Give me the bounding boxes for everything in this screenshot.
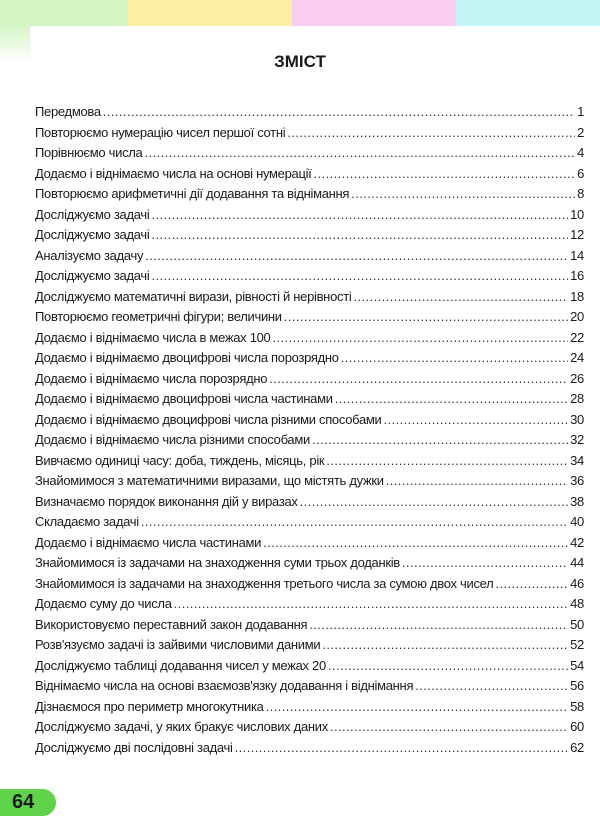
toc-entry-page: 2 [577, 124, 584, 140]
toc-entry-label: Визначаємо порядок виконання дій у виразах [35, 493, 298, 509]
toc-entry-label: Досліджуємо задачі, у яких бракує числових даних [35, 719, 328, 734]
toc-entry-label: Аналізуємо задачу [35, 247, 144, 263]
toc-entry-page: 32 [570, 432, 584, 447]
toc-entry-label: Додаємо і віднімаємо числа в межах 100 [35, 329, 271, 345]
toc-entry-page: 1 [577, 104, 584, 119]
leader-dots [151, 225, 568, 246]
toc-entry-label: Вивчаємо одиниці часу: доба, тиждень, місяць, рік [35, 452, 325, 468]
toc-entry-page: 28 [570, 391, 584, 406]
leader-dots [314, 164, 576, 185]
toc-entry-label: Додаємо і віднімаємо числа різними способами [35, 432, 310, 447]
leader-dots [235, 738, 569, 759]
toc-entry-label: Додаємо і віднімаємо двоцифрові числа різними способами [35, 411, 382, 427]
toc-entry-label: Додаємо і віднімаємо двоцифрові числа частинами [35, 391, 333, 406]
leader-dots [335, 389, 568, 410]
toc-entry[interactable] [35, 451, 584, 472]
leader-dots [300, 492, 569, 513]
leader-dots [386, 471, 568, 492]
leader-dots [402, 553, 568, 574]
color-band-yellow [128, 0, 292, 26]
toc-entry-label: Дізнаємося про периметр многокутника [35, 698, 264, 714]
toc-entry[interactable] [35, 328, 584, 349]
toc-entry[interactable] [35, 205, 584, 226]
toc-entry-page: 60 [570, 719, 584, 734]
leader-dots [330, 717, 568, 738]
toc-entry[interactable] [35, 164, 584, 185]
toc-entry-page: 34 [570, 452, 584, 468]
toc-entry-label: Порівнюємо числа [35, 145, 143, 160]
toc-entry-page: 30 [570, 411, 584, 427]
toc-entry-label: Розв'язуємо задачі із зайвими числовими даними [35, 637, 321, 652]
toc-entry-page: 24 [570, 350, 584, 365]
toc-entry-page: 40 [570, 514, 584, 529]
leader-dots [415, 676, 568, 697]
leader-dots [322, 635, 568, 656]
leader-dots [328, 656, 568, 677]
toc-entry-page: 42 [570, 534, 584, 550]
toc-entry-page: 56 [570, 678, 584, 693]
toc-entry-page: 12 [570, 227, 584, 242]
leader-dots [384, 410, 569, 431]
toc-entry[interactable] [35, 123, 584, 144]
toc-entry-label: Досліджуємо дві послідовні задачі [35, 739, 233, 755]
toc-entry[interactable] [35, 656, 584, 677]
toc-entry[interactable] [35, 430, 584, 451]
leader-dots [284, 307, 568, 328]
page-title: ЗМІСТ [274, 52, 326, 71]
leader-dots [309, 615, 568, 636]
toc-entry[interactable] [35, 225, 584, 246]
toc-entry-label: Досліджуємо задачі [35, 227, 150, 242]
toc-entry-page: 18 [570, 288, 584, 304]
toc-entry[interactable] [35, 369, 584, 390]
toc-entry-label: Додаємо і віднімаємо двоцифрові числа порозрядно [35, 350, 339, 365]
toc-entry-label: Повторюємо геометричні фігури; величини [35, 309, 282, 324]
toc-entry-label: Досліджуємо математичні вирази, рівності й нерівності [35, 288, 352, 304]
toc-entry-page: 20 [570, 309, 584, 324]
toc-entry-page: 44 [570, 555, 584, 570]
toc-entry-label: Знайомимося із задачами на знаходження суми трьох доданків [35, 555, 400, 570]
leader-dots [145, 246, 568, 267]
toc-entry[interactable] [35, 246, 584, 267]
toc-entry[interactable] [35, 307, 584, 328]
leader-dots [351, 184, 575, 205]
color-band-green [0, 0, 128, 26]
toc-entry[interactable] [35, 676, 584, 697]
toc-entry-page: 36 [570, 473, 584, 488]
toc-entry[interactable] [35, 410, 584, 431]
leader-dots [141, 512, 568, 533]
toc-entry[interactable] [35, 717, 584, 738]
toc-entry-label: Додаємо суму до числа [35, 596, 172, 611]
toc-entry[interactable] [35, 594, 584, 615]
toc-entry-label: Повторюємо нумерацію чисел першої сотні [35, 124, 286, 140]
toc-entry-label: Додаємо і віднімаємо числа частинами [35, 534, 262, 550]
toc-entry-label: Використовуємо переставний закон додавання [35, 616, 308, 632]
toc-entry[interactable] [35, 287, 584, 308]
toc-entry[interactable] [35, 574, 584, 595]
toc-entry-page: 6 [577, 165, 584, 181]
toc-entry[interactable] [35, 389, 584, 410]
color-band-cyan [456, 0, 600, 26]
leader-dots [495, 574, 568, 595]
leader-dots [151, 205, 568, 226]
toc-entry-page: 10 [570, 206, 584, 222]
toc-entry-page: 26 [570, 370, 584, 386]
toc-entry-page: 14 [570, 247, 584, 263]
toc-entry[interactable] [35, 102, 584, 123]
toc-entry-label: Досліджуємо таблиці додавання чисел у межах 20 [35, 657, 326, 673]
toc-entry-label: Повторюємо арифметичні дії додавання та віднімання [35, 186, 350, 201]
toc-entry[interactable] [35, 348, 584, 369]
toc-entry-label: Додаємо і віднімаємо числа порозрядно [35, 370, 268, 386]
toc-entry-label: Знайомимося із задачами на знаходження третього числа за сумою двох чисел [35, 575, 494, 591]
leader-dots [326, 451, 568, 472]
leader-dots [151, 266, 568, 287]
toc-entry-page: 16 [570, 268, 584, 283]
toc-entry-page: 4 [577, 145, 584, 160]
table-of-contents [35, 102, 584, 758]
toc-entry[interactable] [35, 615, 584, 636]
toc-entry-page: 52 [570, 637, 584, 652]
toc-entry-page: 50 [570, 616, 584, 632]
toc-entry-page: 58 [570, 698, 584, 714]
leader-dots [312, 430, 568, 451]
toc-entry-page: 8 [577, 186, 584, 201]
toc-entry[interactable] [35, 635, 584, 656]
leader-dots [272, 328, 568, 349]
toc-entry-label: Досліджуємо задачі [35, 268, 150, 283]
leader-dots [174, 594, 568, 615]
toc-entry-page: 48 [570, 596, 584, 611]
toc-entry-page: 22 [570, 329, 584, 345]
toc-entry-label: Додаємо і віднімаємо числа на основі нумерації [35, 165, 312, 181]
leader-dots [103, 102, 575, 123]
toc-entry-page: 62 [570, 739, 584, 755]
toc-entry[interactable] [35, 697, 584, 718]
toc-entry-label: Складаємо задачі [35, 514, 139, 529]
color-band-pink [292, 0, 456, 26]
toc-entry-page: 38 [570, 493, 584, 509]
leader-dots [263, 533, 568, 554]
leader-dots [145, 143, 576, 164]
toc-entry-page: 54 [570, 657, 584, 673]
toc-entry-label: Знайомимося з математичними виразами, що містять дужки [35, 473, 384, 488]
toc-entry-page: 46 [570, 575, 584, 591]
leader-dots [341, 348, 568, 369]
toc-entry[interactable] [35, 492, 584, 513]
toc-entry-label: Віднімаємо числа на основі взаємозв'язку додавання і віднімання [35, 678, 414, 693]
toc-entry[interactable] [35, 266, 584, 287]
leader-dots [269, 369, 568, 390]
leader-dots [266, 697, 569, 718]
toc-entry[interactable] [35, 533, 584, 554]
leader-dots [353, 287, 568, 308]
toc-entry-label: Передмова [35, 104, 101, 119]
toc-entry-label: Досліджуємо задачі [35, 206, 150, 222]
page-number-badge: 64 [0, 789, 56, 816]
toc-entry[interactable] [35, 143, 584, 164]
toc-entry[interactable] [35, 553, 584, 574]
toc-entry[interactable] [35, 738, 584, 759]
toc-entry[interactable] [35, 471, 584, 492]
toc-entry[interactable] [35, 184, 584, 205]
leader-dots [287, 123, 575, 144]
toc-entry[interactable] [35, 512, 584, 533]
